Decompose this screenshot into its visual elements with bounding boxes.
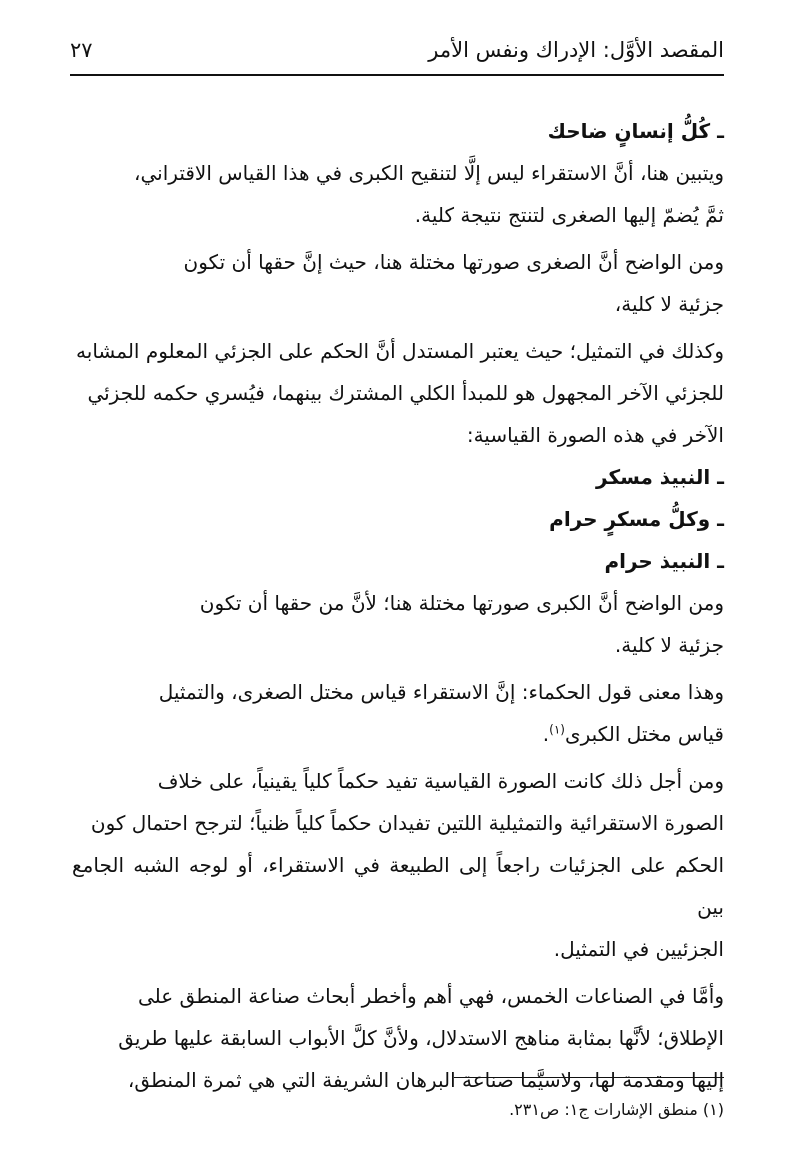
text-line: إليها ومقدمة لها، ولاسيَّما صناعة البرهان الشريفة التي هي ثمرة المنطق، — [127, 1068, 724, 1092]
paragraph — [72, 975, 724, 1101]
paragraph — [72, 760, 724, 970]
text-line: وهذا معنى قول الحكماء: إنَّ الاستقراء قياس مختل الصغرى، والتمثيل — [158, 680, 724, 704]
header-rule — [70, 74, 724, 76]
footnote-rule — [454, 1077, 724, 1078]
premise-line: ـ وكلُّ مسكرٍ حرام — [549, 507, 724, 531]
main-text — [72, 110, 724, 1101]
text-line: وكذلك في التمثيل؛ حيث يعتبر المستدل أنَّ الحكم على الجزئي المعلوم المشابه — [76, 339, 724, 363]
chapter-title: المقصد الأوَّل: الإدراك ونفس الأمر — [428, 38, 724, 62]
text-line: ومن الواضح أنَّ الصغرى صورتها مختلة هنا، حيث إنَّ حقها أن تكون — [183, 250, 724, 274]
text-line: ثمَّ يُضمّ إليها الصغرى لتنتج نتيجة كلية. — [414, 203, 724, 227]
premise-line: ـ النبيذ مسكر — [596, 465, 724, 489]
paragraph — [72, 241, 724, 325]
page-number: ٢٧ — [70, 38, 93, 62]
premise-line: ـ كُلُّ إنسانٍ ضاحك — [547, 119, 724, 143]
text-line: ومن أجل ذلك كانت الصورة القياسية تفيد حكماً كلياً يقينياً، على خلاف — [157, 769, 724, 793]
text-line: الصورة الاستقرائية والتمثيلية اللتين تفيدان حكماً كلياً ظنياً؛ لترجح احتمال كون — [90, 811, 724, 835]
paragraph — [72, 330, 724, 456]
premise-line: ـ النبيذ حرام — [604, 549, 724, 573]
text-line: الإطلاق؛ لأنَّها بمثابة مناهج الاستدلال، ولأنَّ كلَّ الأبواب السابقة عليها طريق — [118, 1026, 724, 1050]
text-line: الجزئيين في التمثيل. — [553, 937, 724, 961]
text-line: للجزئي الآخر المجهول هو للمبدأ الكلي المشترك بينهما، فيُسري حكمه للجزئي — [87, 381, 724, 405]
text-line: جزئية لا كلية، — [614, 292, 724, 316]
text-line-end: . — [542, 722, 550, 746]
text-line: الحكم على الجزئيات راجعاً إلى الطبيعة في الاستقراء، أو لوجه الشبه الجامع بين — [72, 853, 724, 919]
text-line: قياس مختل الكبرى — [564, 722, 724, 746]
paragraph — [72, 152, 724, 236]
paragraph — [72, 671, 724, 755]
footnote-reference[interactable]: (١) — [549, 722, 565, 737]
paragraph — [72, 582, 724, 666]
text-line: ويتبين هنا، أنَّ الاستقراء ليس إلَّا لتنقيح الكبرى في هذا القياس الاقتراني، — [134, 161, 724, 185]
text-line: وأمَّا في الصناعات الخمس، فهي أهم وأخطر أبحاث صناعة المنطق على — [137, 984, 724, 1008]
footnote: (١) منطق الإشارات ج١: ص٢٣١. — [509, 1100, 724, 1119]
text-line: جزئية لا كلية. — [614, 633, 724, 657]
text-line: ومن الواضح أنَّ الكبرى صورتها مختلة هنا؛ لأنَّ من حقها أن تكون — [199, 591, 724, 615]
running-header — [70, 30, 724, 70]
text-line: الآخر في هذه الصورة القياسية: — [466, 423, 724, 447]
